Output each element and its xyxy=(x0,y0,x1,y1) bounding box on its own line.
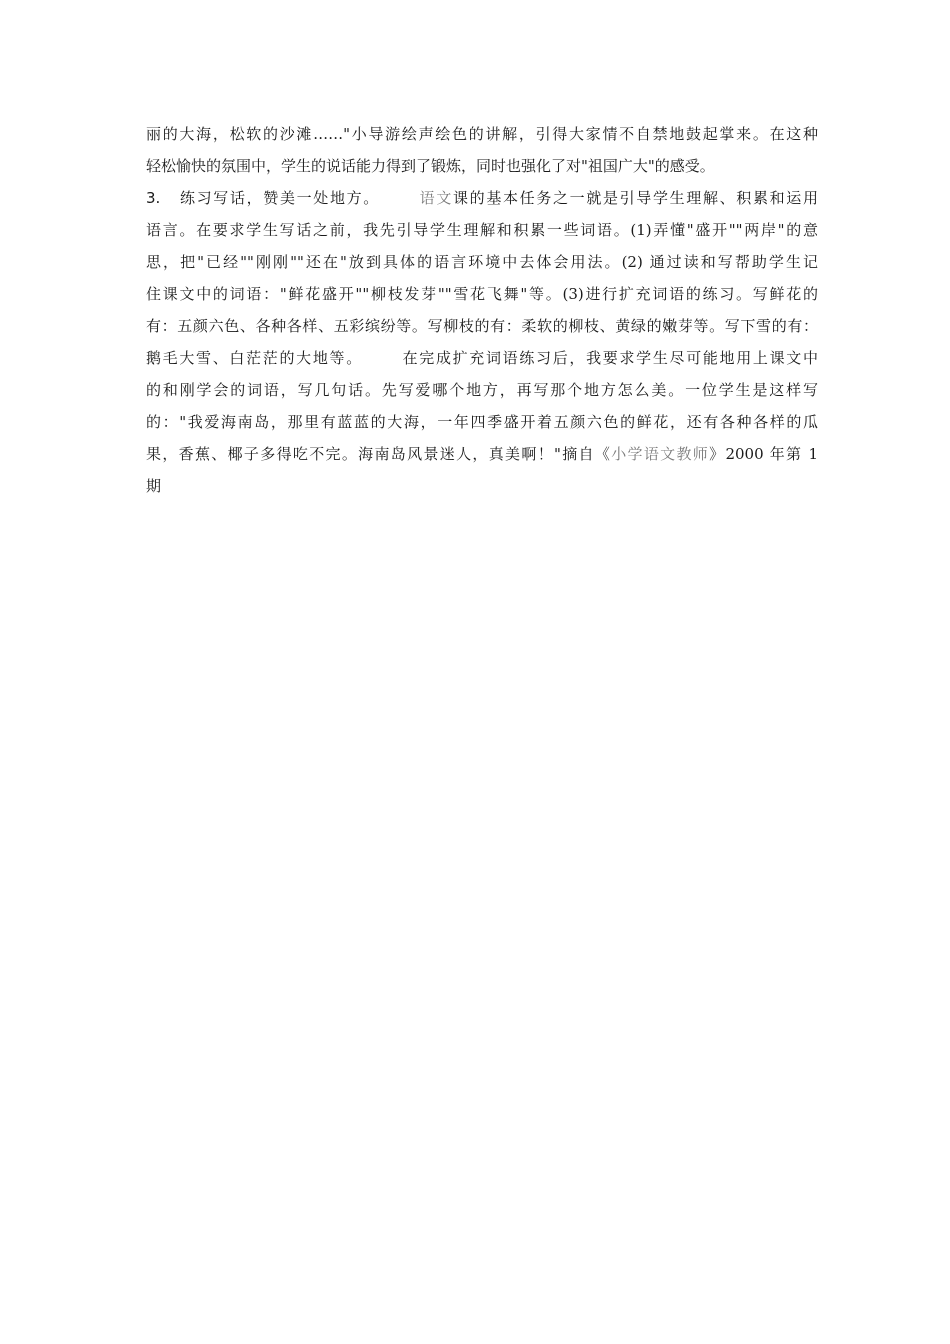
text-line-4-prefix: 语 xyxy=(146,221,163,239)
text-line-11-after: 》2000 年第 1 xyxy=(709,445,818,463)
text-line-7: 有：五颜六色、各种各样、五彩缤纷等。写柳枝的有：柔软的柳枝、黄绿的嫩芽等。写下雪的有： xyxy=(146,317,818,335)
link-journal[interactable]: 小学语文教师 xyxy=(611,445,710,463)
text-line-8-after: 在完成扩充词语练习后，我要求学生尽可能地用上课文中 xyxy=(400,349,818,367)
text-line-9: 的和刚学会的词语，写几句话。先写爱哪个地方，再写那个地方怎么美。一位学生是这样写 xyxy=(146,381,818,399)
text-line-1: 丽的大海，松软的沙滩……"小导游绘声绘色的讲解，引得大家情不自禁地鼓起掌来。在这种 xyxy=(146,125,818,143)
text-line-11-before: 果，香蕉、椰子多得吃不完。海南岛风景迷人，真美啊！"摘自《 xyxy=(146,445,612,463)
text-line-4-body: 言。在要求学生写话之前，我先引导学生理解和积累一些词语。(1)弄懂"盛开""两岸"的意 xyxy=(162,221,818,239)
text-line-8 xyxy=(146,342,818,374)
text-line-3-rest: 课的基本任务之一就是引导学生理解、积累和运用 xyxy=(452,189,818,207)
item-number: 3. xyxy=(146,189,161,207)
text-line-10: 的："我爱海南岛，那里有蓝蓝的大海，一年四季盛开着五颜六色的鲜花，还有各种各样的瓜 xyxy=(146,413,818,431)
text-line-5: 思，把"已经""刚刚""还在"放到具体的语言环境中去体会用法。(2) 通过读和写帮助学生记 xyxy=(146,253,818,271)
text-line-8-before: 鹅毛大雪、白茫茫的大地等。 xyxy=(146,349,363,367)
text-line-11 xyxy=(146,438,818,470)
link-yuwen[interactable]: 语文 xyxy=(417,189,453,207)
text-line-2: 轻松愉快的氛围中，学生的说话能力得到了锻炼，同时也强化了对"祖国广大"的感受。 xyxy=(146,157,715,175)
item-heading: 练习写话，赞美一处地方。 xyxy=(178,189,380,207)
document-body xyxy=(146,118,818,502)
text-line-3 xyxy=(146,182,818,214)
text-line-12: 期 xyxy=(146,477,162,495)
text-line-4 xyxy=(146,214,818,246)
text-line-6: 住课文中的词语："鲜花盛开""柳枝发芽""雪花飞舞"等。(3)进行扩充词语的练习。写鲜花的 xyxy=(146,285,818,303)
